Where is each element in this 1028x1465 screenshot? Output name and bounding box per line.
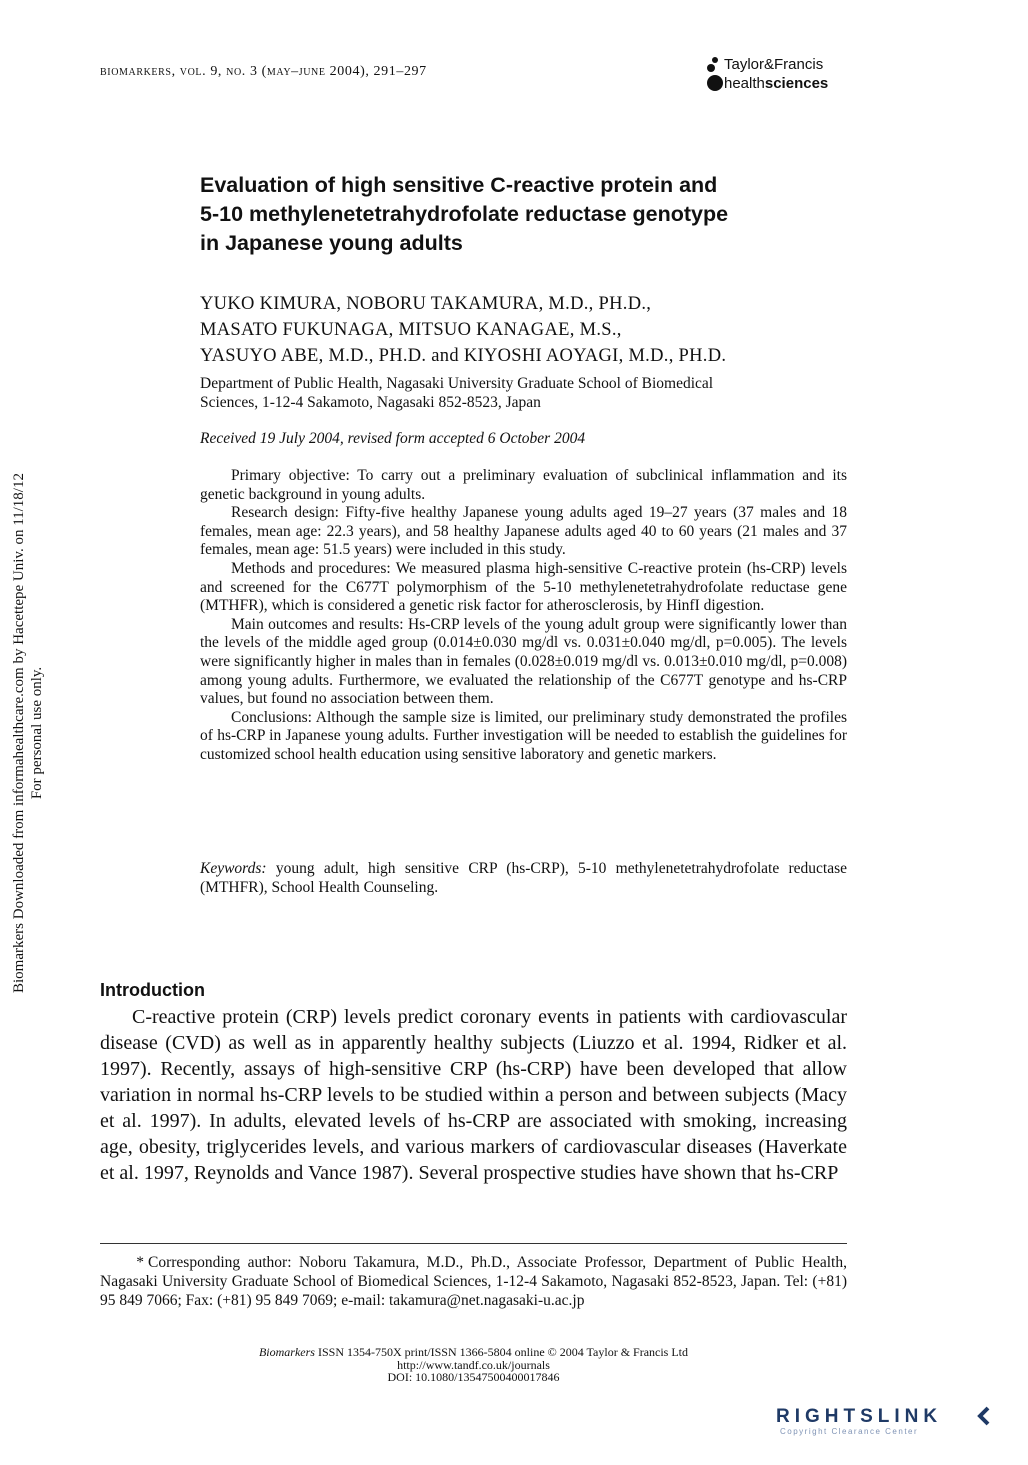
abstract-design: Research design: Fifty-five healthy Japanese young adults aged 19–27 years (37 males and 18 females, mean age: 22.3 years), and 58 healthy Japanese adults aged 40 to 60 years (21 males and 37 females, mean age: 51.5 years) were included in this study.: [200, 504, 847, 559]
keywords: Keywords: young adult, high sensitive CRP (hs-CRP), 5-10 methylenetetrahydrofolate reductase (MTHFR), School Health Counseling.: [200, 860, 847, 896]
footnote-divider: [100, 1243, 847, 1244]
running-head: biomarkers, vol. 9, no. 3 (may–june 2004), 291–297: [100, 64, 427, 79]
abstract-objective: Primary objective: To carry out a preliminary evaluation of subclinical inflammation and its genetic background in young adults.: [200, 467, 847, 503]
author-list: YUKO KIMURA, NOBORU TAKAMURA, M.D., PH.D., MASATO FUKUNAGA, MITSUO KANAGAE, M.S., YASUYO ABE, M.D., PH.D. and KIYOSHI AOYAGI, M.D., PH.D.: [200, 294, 727, 366]
abstract-methods: Methods and procedures: We measured plasma high-sensitive C-reactive protein (hs-CRP) levels and screened for the C677T polymorphism of the 5-10 methylenetetrahydrofolate reductase gene (MTHFR), which is considered a genetic risk factor for atherosclerosis, by HinfI digestion.: [200, 559, 847, 615]
issn-block: Biomarkers ISSN 1354-750X print/ISSN 1366-5804 online © 2004 Taylor & Francis Ltd http://www.tandf.co.uk/journals DOI: 10.1080/13547500400017846: [258, 1345, 689, 1384]
section-heading: Introduction: [100, 980, 205, 1000]
abstract-conclusions: Conclusions: Although the sample size is limited, our preliminary study demonstrated the profiles of hs-CRP in Japanese young adults. Further investigation will be needed to establish the guidelines for customized school health education using sensitive laboratory and genetic markers.: [200, 708, 847, 763]
publisher-imprint: healthsciences: [724, 75, 829, 92]
publisher-name: Taylor&Francis: [724, 56, 824, 73]
rightslink-text: RIGHTSLINK: [776, 1406, 943, 1427]
introduction-body: C-reactive protein (CRP) levels predict coronary events in patients with cardiovascular disease (CVD) as well as in apparently healthy subjects (Liuzzo et al. 1994, Ridker et al. 1997). Recently, assays of high-sensitive CRP (hs-CRP) have been developed that allow variation in normal hs-CRP levels to be studied within a person and between subjects (Macy et al. 1997). In adults, elevated levels of hs-CRP are associated with smoking, increasing age, obesity, triglycerides levels, and various markers of cardiovascular diseases (Haverkate et al. 1997, Reynolds and Vance 1987). Several prospective studies have shown that hs-CRP: [100, 1006, 847, 1184]
rightslink-chevron-icon: [980, 1408, 988, 1424]
affiliation: Department of Public Health, Nagasaki University Graduate School of Biomedical Sciences, 1-12-4 Sakamoto, Nagasaki 852-8523, Japan: [200, 375, 714, 411]
abstract: [200, 467, 847, 765]
abstract-results: Main outcomes and results: Hs-CRP levels of the young adult group were significantly lower than the levels of the middle aged group (0.014±0.030 mg/dl vs. 0.031±0.040 mg/dl, p=0.005). The levels were significantly higher in males than in females (0.028±0.019 mg/dl vs. 0.013±0.010 mg/dl, p=0.008) among young adults. Furthermore, we evaluated the relationship of the C677T genotype and hs-CRP values, but found no association between them.: [200, 615, 847, 708]
rightslink-logo: [776, 1402, 1006, 1438]
rightslink-subtitle: Copyright Clearance Center: [780, 1427, 919, 1436]
received-dates: Received 19 July 2004, revised form accepted 6 October 2004: [200, 430, 586, 447]
download-sidebar: Biomarkers Downloaded from informahealthcare.com by Hacettepe Univ. on 11/18/12 For personal use only.: [11, 473, 45, 993]
article-title: Evaluation of high sensitive C-reactive protein and 5-10 methylenetetrahydrofolate reductase genotype in Japanese young adults: [200, 173, 729, 255]
corresponding-author-footnote: * Corresponding author: Noboru Takamura, M.D., Ph.D., Associate Professor, Department of Public Health, Nagasaki University Graduate School of Biomedical Sciences, 1-12-4 Sakamoto, Nagasaki 852-8523, Japan. Tel: (+81) 95 849 7066; Fax: (+81) 95 849 7069; e-mail: takamura@net.nagasaki-u.ac.jp: [100, 1254, 847, 1309]
publisher-logo: [706, 56, 866, 96]
